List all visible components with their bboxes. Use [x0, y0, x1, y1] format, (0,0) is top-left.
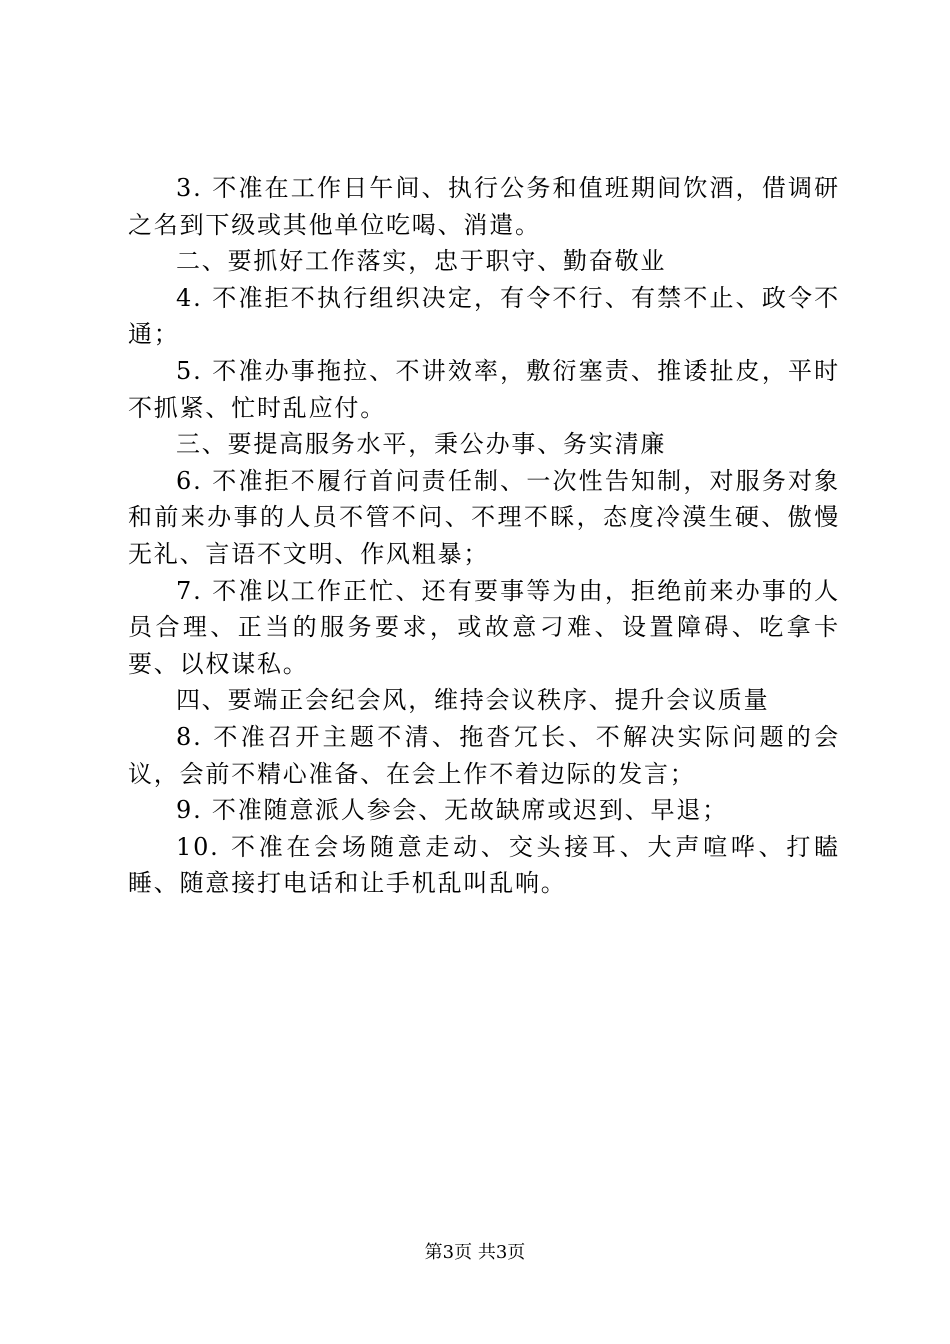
section-heading-3: 三、要提高服务水平，秉公办事、务实清廉 [176, 430, 667, 459]
rule-9: 9. 不准随意派人参会、无故缺席或迟到、早退； [176, 796, 728, 825]
rule-6: 6. 不准拒不履行首问责任制、一次性告知制，对服务对象和前来办事的人员不管不问、不理不睬，态度冷漠生硬、傲慢无礼、言语不文明、作风粗暴； [128, 466, 840, 568]
document-body [128, 170, 840, 902]
rule-3: 3. 不准在工作日午间、执行公务和值班期间饮酒，借调研之名到下级或其他单位吃喝、消遣。 [128, 174, 840, 239]
section-heading-2: 二、要抓好工作落实，忠于职守、勤奋敬业 [176, 247, 667, 276]
rule-4: 4. 不准拒不执行组织决定，有令不行、有禁不止、政令不通； [128, 283, 840, 349]
section-heading-4: 四、要端正会纪会风，维持会议秩序、提升会议质量 [176, 686, 770, 715]
page-number-footer: 第3页 共3页 [424, 1242, 526, 1263]
rule-10: 10. 不准在会场随意走动、交头接耳、大声喧哗、打瞌睡、随意接打电话和让手机乱叫乱响。 [128, 832, 840, 898]
rule-7: 7. 不准以工作正忙、还有要事等为由，拒绝前来办事的人员合理、正当的服务要求，或故意刁难、设置障碍、吃拿卡要、以权谋私。 [128, 576, 840, 678]
rule-5: 5. 不准办事拖拉、不讲效率，敷衍塞责、推诿扯皮，平时不抓紧、忙时乱应付。 [128, 356, 840, 422]
rule-8: 8. 不准召开主题不清、拖沓冗长、不解决实际问题的会议，会前不精心准备、在会上作不着边际的发言； [128, 722, 840, 788]
